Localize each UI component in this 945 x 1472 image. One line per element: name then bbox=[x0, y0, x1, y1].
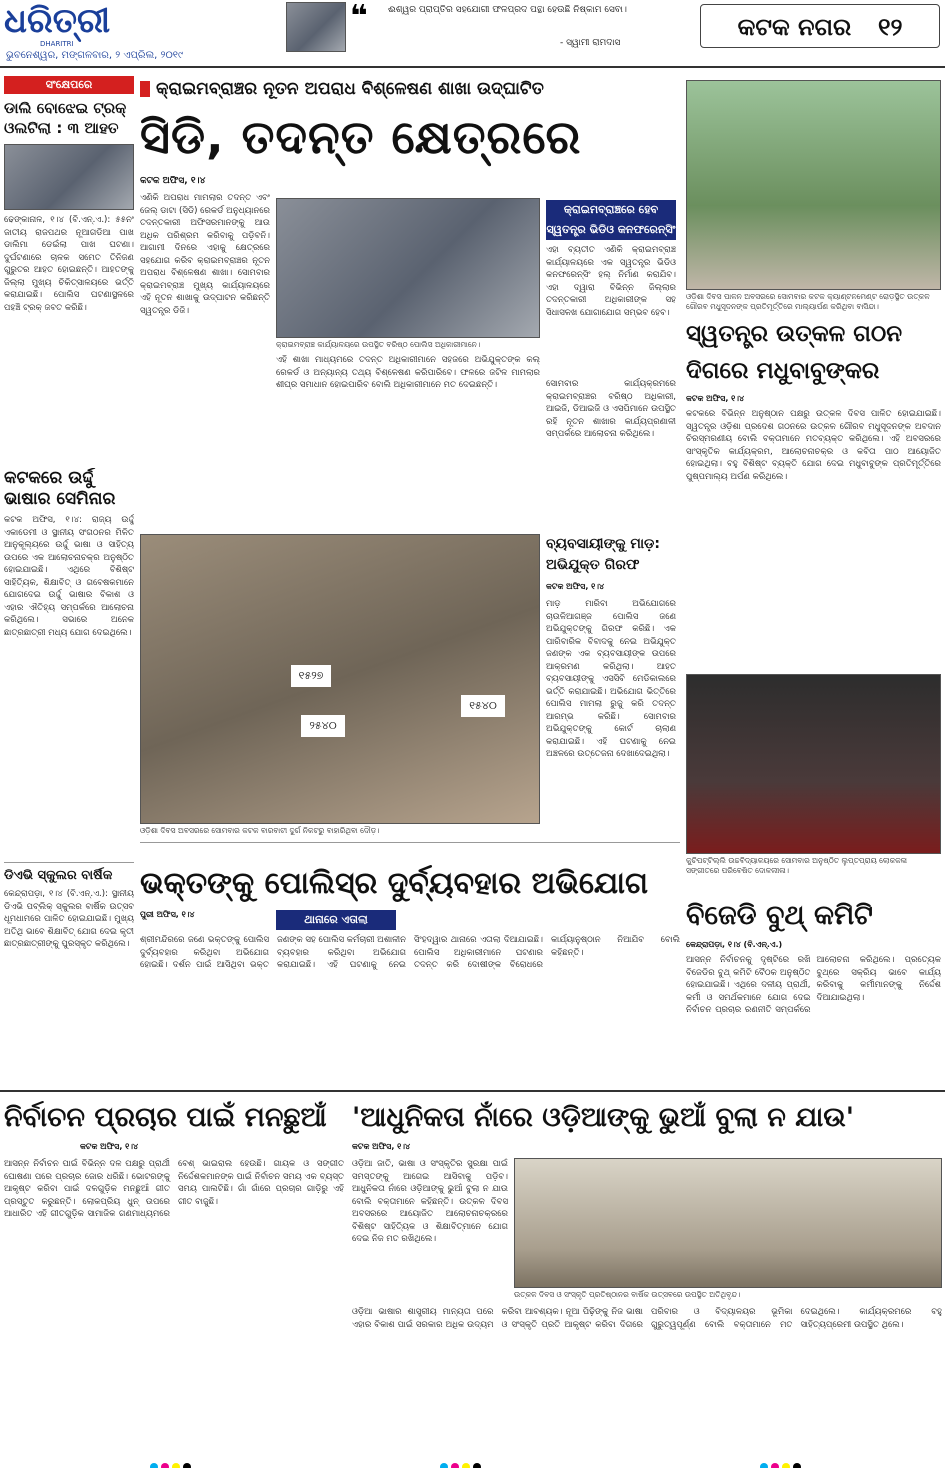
briefs-tag: ସଂକ୍ଷେପରେ bbox=[4, 76, 134, 94]
odia-identity-byline: କଟକ ଅଫିସ, ୧।୪ bbox=[352, 1142, 411, 1151]
brief-divider bbox=[4, 862, 134, 863]
kicker-bar bbox=[140, 81, 150, 97]
lead-kicker-text: କ୍ରାଇମବ୍ରାଞ୍ଚର ନୂତନ ଅପରାଧ ବିଶ୍ଳେଷଣ ଶାଖା ଉଦ୍‌ଘାଟିତ bbox=[156, 79, 544, 99]
lead-kicker bbox=[140, 78, 680, 100]
police-story-byline: ପୁରୀ ଅଫିସ, ୧।୪ bbox=[140, 910, 195, 919]
bottom-divider bbox=[0, 1090, 945, 1092]
page-number: ୧୨ bbox=[877, 13, 903, 41]
print-register-marks bbox=[440, 1456, 520, 1468]
truck-accident-photo bbox=[4, 144, 134, 210]
side-byline: କଟକ ଅଫିସ, ୧।୪ bbox=[546, 582, 605, 591]
brief-headline-3: ଡିଏଭି ସ୍କୁଲର ବାର୍ଷିକ bbox=[4, 868, 113, 883]
lead-body-col2: ଏହି ଶାଖା ମାଧ୍ୟମରେ ତଦନ୍ତ ଅଧିକାରୀମାନେ ସହଜରେ ଅଭିଯୁକ୍ତଙ୍କ କଲ୍ ରେକର୍ଡ ଓ ଅନ୍ୟାନ୍ୟ ତଥ୍ୟ ବିଶ୍ଳେଷଣ କରିପାରିବେ। ଫଳରେ ଜଟିଳ ମାମଲାର ଶୀଘ୍ର ସମାଧାନ ହୋଇପାରିବ ବୋଲି ଅଧିକାରୀମାନେ ମତ ଦେଇଛନ୍ତି। bbox=[276, 355, 540, 390]
lead-body-col1: ଏଣିକି ଅପରାଧ ମାମଲାର ତଦନ୍ତ ଏବଂ ଜେଲ୍ ଡାଟା (ସିଡି) ରେକର୍ଡ ଅନୁଧ୍ୟାନରେ ତଦନ୍ତକାରୀ ଅଫିସରମାନଙ୍କୁ ଆଉ ଅଧିକ ପରିଶ୍ରମ କରିବାକୁ ପଡ଼ିବନି। ଆଗାମୀ ଦିନରେ ଏହାକୁ କ୍ଷେତ୍ରରେ ସହଯୋଗ କରିବ କ୍ରାଇମବ୍ରାଞ୍ଚର ନୂତନ ଅପରାଧ ବିଶ୍ଳେଷଣ ଶାଖା। ସୋମବାର କ୍ରାଇମବ୍ରାଞ୍ଚ ମୁଖ୍ୟ କାର୍ଯ୍ୟାଳୟରେ ଏହି ନୂତନ ଶାଖାକୁ ଉଦ୍‌ଘାଟନ କରିଛନ୍ତି ସ୍ୱତନ୍ତ୍ର ଡିଜି। bbox=[140, 193, 270, 316]
masthead-logo bbox=[4, 2, 134, 50]
seminar-photo-caption: ଉତ୍କଳ ଦିବସ ଓ ସଂସ୍କୃତି ପ୍ରତିଷ୍ଠାନର ବାର୍ଷିକ ଉତ୍ସବରେ ଉପସ୍ଥିତ ଅତିଥିବୃନ୍ଦ। bbox=[514, 1290, 741, 1299]
runner-bib-2: ୨୫୪୦ bbox=[301, 715, 345, 737]
odia-identity-body-2: ଓଡ଼ିଆ ଭାଷାର ଶାସ୍ତ୍ରୀୟ ମାନ୍ୟତା ପରେ ଏହାର ବିକାଶ ପାଇଁ ସରକାର ଅଧିକ ଉଦ୍ୟମ କରିବା ଆବଶ୍ୟକ। ନୂଆ ପିଢ଼ିଙ୍କୁ ନିଜ ଭାଷା ଓ ସଂସ୍କୃତି ପ୍ରତି ଆକୃଷ୍ଟ କରିବା ଦିଗରେ ପରିବାର ଓ ବିଦ୍ୟାଳୟର ଭୂମିକା ଗୁରୁତ୍ୱପୂର୍ଣ୍ଣ ବୋଲି ବକ୍ତାମାନେ ମତ ଦେଇଥିଲେ। କାର୍ଯ୍ୟକ୍ରମରେ ବହୁ ସାହିତ୍ୟପ୍ରେମୀ ଉପସ୍ଥିତ ଥିଲେ। bbox=[352, 1307, 942, 1330]
print-register-marks bbox=[150, 1456, 230, 1468]
logo-subtext: DHARITRI bbox=[40, 40, 74, 48]
lead-body-col3: ଏହା ବ୍ୟତୀତ ଏଣିକି କ୍ରାଇମବ୍ରାଞ୍ଚ କାର୍ଯ୍ୟାଳୟରେ ଏକ ସ୍ୱତନ୍ତ୍ର ଭିଡିଓ କନଫରେନ୍ସିଂ ହଲ୍ ନିର୍ମାଣ କରାଯିବ। ଏହା ଦ୍ୱାରା ବିଭିନ୍ନ ଜିଲ୍ଲାର ତଦନ୍ତକାରୀ ଅଧିକାରୀଙ୍କ ସହ ସିଧାସଳଖ ଯୋଗାଯୋଗ ସମ୍ଭବ ହେବ। bbox=[546, 245, 676, 318]
quote-author-photo bbox=[286, 2, 346, 52]
brief-body-3: କେନ୍ଦ୍ରାପଡ଼ା, ୧।୪ (ବି.ଏନ୍.ଏ.): ସ୍ଥାନୀୟ ଡିଏଭି ପବ୍ଲିକ୍ ସ୍କୁଲର ବାର୍ଷିକ ଉତ୍ସବ ଧୂମଧାମରେ ପାଳିତ ହୋଇଯାଇଛି। ମୁଖ୍ୟ ଅତିଥି ଭାବେ ଶିକ୍ଷାବିତ୍ ଯୋଗ ଦେଇ କୃତୀ ଛାତ୍ରଛାତ୍ରୀଙ୍କୁ ପୁରସ୍କୃତ କରିଥିଲେ। bbox=[4, 889, 134, 949]
crime-branch-meeting-photo bbox=[276, 198, 540, 338]
mid-divider bbox=[140, 842, 680, 843]
bjd-body: ଆସନ୍ନ ନିର୍ବାଚନକୁ ଦୃଷ୍ଟିରେ ରଖି ବିଜେଡିର ବୁଥ୍ କମିଟି ବୈଠକ ଅନୁଷ୍ଠିତ ହୋଇଯାଇଛି। ଏଥିରେ ଦଳୀୟ ପ୍ରାର୍ଥୀ, କର୍ମୀ ଓ ସମର୍ଥକମାନେ ଯୋଗ ଦେଇ ନିର୍ବାଚନ ପ୍ରଚାର ରଣନୀତି ସମ୍ପର୍କରେ ଆଲୋଚନା କରିଥିଲେ। ପ୍ରତ୍ୟେକ ବୁଥ୍‌ରେ ସକ୍ରିୟ ଭାବେ କାର୍ଯ୍ୟ କରିବାକୁ କର୍ମୀମାନଙ୍କୁ ନିର୍ଦ୍ଦେଶ ଦିଆଯାଇଥିଲା। bbox=[686, 955, 941, 1015]
folk-dance-stage-photo bbox=[686, 674, 941, 854]
madhubabu-byline: କଟକ ଅଫିସ, ୧।୪ bbox=[686, 394, 745, 403]
brief-headline-2: କଟକରେ ଉର୍ଦ୍ଦୁ ଭାଷାର ସେମିନାର bbox=[4, 468, 116, 509]
section-title bbox=[700, 4, 940, 48]
side-headline: ବ୍ୟବସାୟୀଙ୍କୁ ମାଡ଼: ଅଭିଯୁକ୍ତ ଗିରଫ bbox=[546, 536, 661, 573]
odia-identity-headline: 'ଆଧୁନିକତା ନାଁରେ ଓଡ଼ିଆଙ୍କୁ ଭୁଆଁ ବୁଲା ନ ଯାଉ' bbox=[352, 1102, 855, 1133]
election-song-byline: କଟକ ଅଫିସ, ୧।୪ bbox=[80, 1142, 139, 1151]
madhubabu-statue-photo bbox=[686, 80, 941, 290]
utkal-divas-run-photo bbox=[140, 534, 540, 824]
bjd-headline: ବିଜେଡି ବୁଥ୍ କମିଟି bbox=[686, 900, 873, 931]
masthead-rule bbox=[0, 66, 945, 68]
dateline: ଭୁବନେଶ୍ୱର, ମଙ୍ଗଳବାର, ୨ ଏପ୍ରିଲ, ୨୦୧୯ bbox=[6, 50, 183, 61]
runner-bib-3: ୧୫୪୦ bbox=[461, 695, 505, 717]
police-misbehaviour-headline: ଭକ୍ତଙ୍କୁ ପୋଲିସ୍‌ର ଦୁର୍ବ୍ୟବହାର ଅଭିଯୋଗ bbox=[140, 866, 649, 901]
print-register-marks bbox=[760, 1456, 840, 1468]
runner-bib-1: ୧୫୨୭ bbox=[291, 665, 331, 687]
lead-highlight-box: କ୍ରାଇମବ୍ରାଞ୍ଚରେ ହେବ ସ୍ୱତନ୍ତ୍ର ଭିଡିଓ କନଫରେନ୍ସିଂ bbox=[546, 200, 676, 240]
quote-author: - ସ୍ୱାମୀ ରାମଦାସ bbox=[560, 38, 621, 48]
brief-headline-1: ଡାଲି ବୋଝେଇ ଟ୍ରକ୍ ଓଲଟିଲା : ୩ ଆହତ bbox=[4, 99, 127, 137]
lead-byline: କଟକ ଅଫିସ, ୧।୪ bbox=[140, 176, 206, 186]
side-body: ମାଡ଼ ମାରିବା ଅଭିଯୋଗରେ ଚାଉଳିଆଗଞ୍ଜ ପୋଲିସ ଜଣେ ଅଭିଯୁକ୍ତଙ୍କୁ ଗିରଫ କରିଛି। ଏକ ପାରିବାରିକ ବିବାଦକୁ ନେଇ ଅଭିଯୁକ୍ତ ଜଣଙ୍କ ଏକ ବ୍ୟବସାୟୀଙ୍କ ଉପରେ ଆକ୍ରମଣ କରିଥିଲା। ଆହତ ବ୍ୟବସାୟୀଙ୍କୁ ଏସସିବି ମେଡିକାଲରେ ଭର୍ତ୍ତି କରାଯାଇଛି। ଅଭିଯୋଗ ଭିତ୍ତିରେ ପୋଲିସ ମାମଲା ରୁଜୁ କରି ତଦନ୍ତ ଆରମ୍ଭ କରିଛି। ସୋମବାର ଅଭିଯୁକ୍ତଙ୍କୁ କୋର୍ଟ ଚାଲାଣ କରାଯାଇଛି। ଏହି ଘଟଣାକୁ ନେଇ ଅଞ୍ଚଳରେ ଉତ୍ତେଜନା ଦେଖାଦେଇଥିଲା। bbox=[546, 599, 676, 759]
bjd-byline: କେନ୍ଦ୍ରାପଡ଼ା, ୧।୪ (ବି.ଏନ୍.ଏ.) bbox=[686, 940, 783, 949]
madhubabu-photo-caption: ଓଡ଼ିଶା ଦିବସ ପାଳନ ଅବସରରେ ସୋମବାର କଟକ କ୍ୟାଣ୍ଟନମେଣ୍ଟ ରୋଡ଼ସ୍ଥିତ ଉତ୍କଳ ଗୌରବ ମଧୁସୂଦନଙ୍କ ପ୍ରତିମୂର୍ତ୍ତିରେ ମାଲ୍ୟାର୍ପଣ କରିଥିବା ବାସିନ୍ଦା। bbox=[686, 292, 930, 311]
election-song-body: ଆସନ୍ନ ନିର୍ବାଚନ ପାଇଁ ବିଭିନ୍ନ ଦଳ ପକ୍ଷରୁ ପ୍ରାର୍ଥୀ ଘୋଷଣା ପରେ ପ୍ରଚାର ଜୋର ଧରିଛି। ଭୋଟରଙ୍କୁ ଆକୃଷ୍ଟ କରିବା ପାଇଁ ଦଳଗୁଡ଼ିକ ମନଛୁଆଁ ଗୀତ ପ୍ରସ୍ତୁତ କରୁଛନ୍ତି। ଲୋକପ୍ରିୟ ଧୁନ୍ ଉପରେ ଆଧାରିତ ଏହି ଗୀତଗୁଡ଼ିକ ସାମାଜିକ ଗଣମାଧ୍ୟମରେ ବେଶ୍ ଭାଇରାଲ ହେଉଛି। ଗାୟକ ଓ ସଙ୍ଗୀତ ନିର୍ଦ୍ଦେଶକମାନଙ୍କ ପାଇଁ ନିର୍ବାଚନ ସମୟ ଏକ ବ୍ୟସ୍ତ ସମୟ ପାଲଟିଛି। ଗାଁ ଗାଁରେ ପ୍ରଚାର ଗାଡ଼ିରୁ ଏହି ଗୀତ ବାଜୁଛି। bbox=[4, 1159, 344, 1219]
quote-mark-icon: ❝ bbox=[350, 2, 368, 32]
police-story-tag: ଥାନାରେ ଏତାଲା bbox=[276, 910, 396, 930]
election-song-headline: ନିର୍ବାଚନ ପ୍ରଚାର ପାଇଁ ମନଛୁଆଁ bbox=[4, 1102, 327, 1133]
lead-photo-caption: କ୍ରାଇମବ୍ରାଞ୍ଚ କାର୍ଯ୍ୟାଳୟରେ ଉପସ୍ଥିତ ବରିଷ୍ଠ ପୋଲିସ ଅଧିକାରୀମାନେ। bbox=[276, 340, 481, 349]
madhubabu-headline: ସ୍ୱତନ୍ତ୍ର ଉତ୍କଳ ଗଠନ ଦିଗରେ ମଧୁବାବୁଙ୍କର bbox=[686, 321, 903, 384]
brief-body-1: ଢେଙ୍କାନାଳ, ୧।୪ (ବି.ଏନ୍.ଏ.): ୫୫ନଂ ଜାତୀୟ ରାଜପଥର ନୂଆଗଡିଆ ପାଖ ଡାଲିମା ଡେଇଁଲା ପାଖ ଘଟଣା। ଦୁର୍ଘଟଣାରେ ଚାଳକ ସମେତ ତିନିଜଣ ଗୁରୁତର ଆହତ ହୋଇଛନ୍ତି। ଆହତଙ୍କୁ ଜିଲ୍ଲା ମୁଖ୍ୟ ଚିକିତ୍ସାଳୟରେ ଭର୍ତ୍ତି କରାଯାଇଛି। ପୋଲିସ ଘଟଣାସ୍ଥଳରେ ପହଞ୍ଚି ଟ୍ରକ୍ ଜବତ କରିଛି। bbox=[4, 215, 134, 313]
police-story-body: ଶ୍ରୀମନ୍ଦିରରେ ଜଣେ ଭକ୍ତଙ୍କୁ ପୋଲିସ ଦୁର୍ବ୍ୟବହାର କରିଥିବା ଅଭିଯୋଗ ହୋଇଛି। ଦର୍ଶନ ପାଇଁ ଆସିଥିବା ଭକ୍ତ ଜଣଙ୍କ ସହ ପୋଲିସ କର୍ମଚାରୀ ଅଶାଳୀନ ବ୍ୟବହାର କରିଥିବା ଅଭିଯୋଗ କରାଯାଇଛି। ଏହି ଘଟଣାକୁ ନେଇ ସିଂହଦ୍ୱାର ଥାନାରେ ଏତାଲା ଦିଆଯାଇଛି। ପୋଲିସ ଅଧିକାରୀମାନେ ଘଟଣାର ତଦନ୍ତ କରି ଦୋଷୀଙ୍କ ବିରୋଧରେ କାର୍ଯ୍ୟାନୁଷ୍ଠାନ ନିଆଯିବ ବୋଲି କହିଛନ୍ତି। bbox=[140, 935, 680, 970]
madhubabu-body: କଟକରେ ବିଭିନ୍ନ ଅନୁଷ୍ଠାନ ପକ୍ଷରୁ ଉତ୍କଳ ଦିବସ ପାଳିତ ହୋଇଯାଇଛି। ସ୍ୱତନ୍ତ୍ର ଓଡ଼ିଶା ପ୍ରଦେଶ ଗଠନରେ ଉତ୍କଳ ଗୌରବ ମଧୁସୂଦନଙ୍କ ଅବଦାନ ଚିରସ୍ମରଣୀୟ ବୋଲି ବକ୍ତାମାନେ ମତବ୍ୟକ୍ତ କରିଥିଲେ। ଏହି ଅବସରରେ ସାଂସ୍କୃତିକ କାର୍ଯ୍ୟକ୍ରମ, ଆଲୋଚନାଚକ୍ର ଓ କବିତା ପାଠ ଆୟୋଜିତ ହୋଇଥିଲା। ବହୁ ବିଶିଷ୍ଟ ବ୍ୟକ୍ତି ଯୋଗ ଦେଇ ମଧୁବାବୁଙ୍କ ପ୍ରତିମୂର୍ତ୍ତିରେ ପୁଷ୍ପମାଲ୍ୟ ଅର୍ପଣ କରିଥିଲେ। bbox=[686, 409, 941, 482]
section-name: କଟକ ନଗର bbox=[737, 13, 852, 41]
logo-text: ଧରିତ୍ରୀ bbox=[4, 2, 111, 41]
seminar-panel-photo bbox=[514, 1158, 942, 1288]
brief-body-2: କଟକ ଅଫିସ, ୧।୪: ରାଜ୍ୟ ଉର୍ଦ୍ଦୁ ଏକାଡେମୀ ଓ ସ୍ଥାନୀୟ ସଂଗଠନର ମିଳିତ ଆନୁକୂଲ୍ୟରେ ଉର୍ଦ୍ଦୁ ଭାଷା ଓ ସାହିତ୍ୟ ଉପରେ ଏକ ଆଲୋଚନାଚକ୍ର ଅନୁଷ୍ଠିତ ହୋଇଯାଇଛି। ଏଥିରେ ବିଶିଷ୍ଟ ସାହିତ୍ୟିକ, ଶିକ୍ଷାବିତ୍ ଓ ଗବେଷକମାନେ ଯୋଗଦେଇ ଉର୍ଦ୍ଦୁ ଭାଷାର ବିକାଶ ଓ ଏହାର ଐତିହ୍ୟ ସମ୍ପର୍କରେ ଆଲୋଚନା କରିଥିଲେ। ସଭାରେ ଅନେକ ଛାତ୍ରଛାତ୍ରୀ ମଧ୍ୟ ଯୋଗ ଦେଇଥିଲେ। bbox=[4, 515, 134, 638]
stage-photo-caption: କୁଚିପଟ୍ଟିଲ୍ଲି ଉଚ୍ଚବିଦ୍ୟାଳୟରେ ସୋମବାର ଅନୁଷ୍ଠିତ ଲୁପ୍ତପ୍ରାୟ ଲୋକକଳା ସଙ୍ଗୀତରେ ପରିବେଷିତ ଦୋଳଲୀଳା। bbox=[686, 856, 908, 875]
lead-body-col4: ସୋମବାର କାର୍ଯ୍ୟକ୍ରମରେ କ୍ରାଇମବ୍ରାଞ୍ଚର ବରିଷ୍ଠ ଅଧିକାରୀ, ଆଇଜି, ଡିଆଇଜି ଓ ଏସପିମାନେ ଉପସ୍ଥିତ ରହି ନୂତନ ଶାଖାର କାର୍ଯ୍ୟପ୍ରଣାଳୀ ସମ୍ପର୍କରେ ଆଲୋଚନା କରିଥିଲେ। bbox=[546, 379, 676, 439]
quote-text: ଈଶ୍ୱର ପ୍ରାପ୍ତିର ସହଯୋଗୀ ଫଳପ୍ରଦ ପନ୍ଥା ହେଉଛି ନିଷ୍କାମ ସେବା। bbox=[388, 5, 627, 15]
odia-identity-body: ଓଡ଼ିଆ ଜାତି, ଭାଷା ଓ ସଂସ୍କୃତିର ସୁରକ୍ଷା ପାଇଁ ସମସ୍ତଙ୍କୁ ଆଗେଇ ଆସିବାକୁ ପଡ଼ିବ। ଆଧୁନିକତା ନାଁରେ ଓଡ଼ିଆଙ୍କୁ ଭୁଆଁ ବୁଲା ନ ଯାଉ ବୋଲି ବକ୍ତାମାନେ କହିଛନ୍ତି। ଉତ୍କଳ ଦିବସ ଅବସରରେ ଆୟୋଜିତ ଆଲୋଚନାଚକ୍ରରେ ବିଶିଷ୍ଟ ସାହିତ୍ୟିକ ଓ ଶିକ୍ଷାବିତ୍‌ମାନେ ଯୋଗ ଦେଇ ନିଜ ମତ ରଖିଥିଲେ। bbox=[352, 1159, 508, 1244]
lead-headline: ସିଡି, ତଦନ୍ତ କ୍ଷେତ୍ରରେ bbox=[140, 110, 582, 164]
run-photo-caption: ଓଡ଼ିଶା ଦିବସ ଅବସରରେ ସୋମବାର କଟକ ବାରବାଟୀ ଦୁର୍ଗ ନିକଟରୁ ବାହାରିଥିବା ଦୌଡ଼। bbox=[140, 826, 380, 835]
